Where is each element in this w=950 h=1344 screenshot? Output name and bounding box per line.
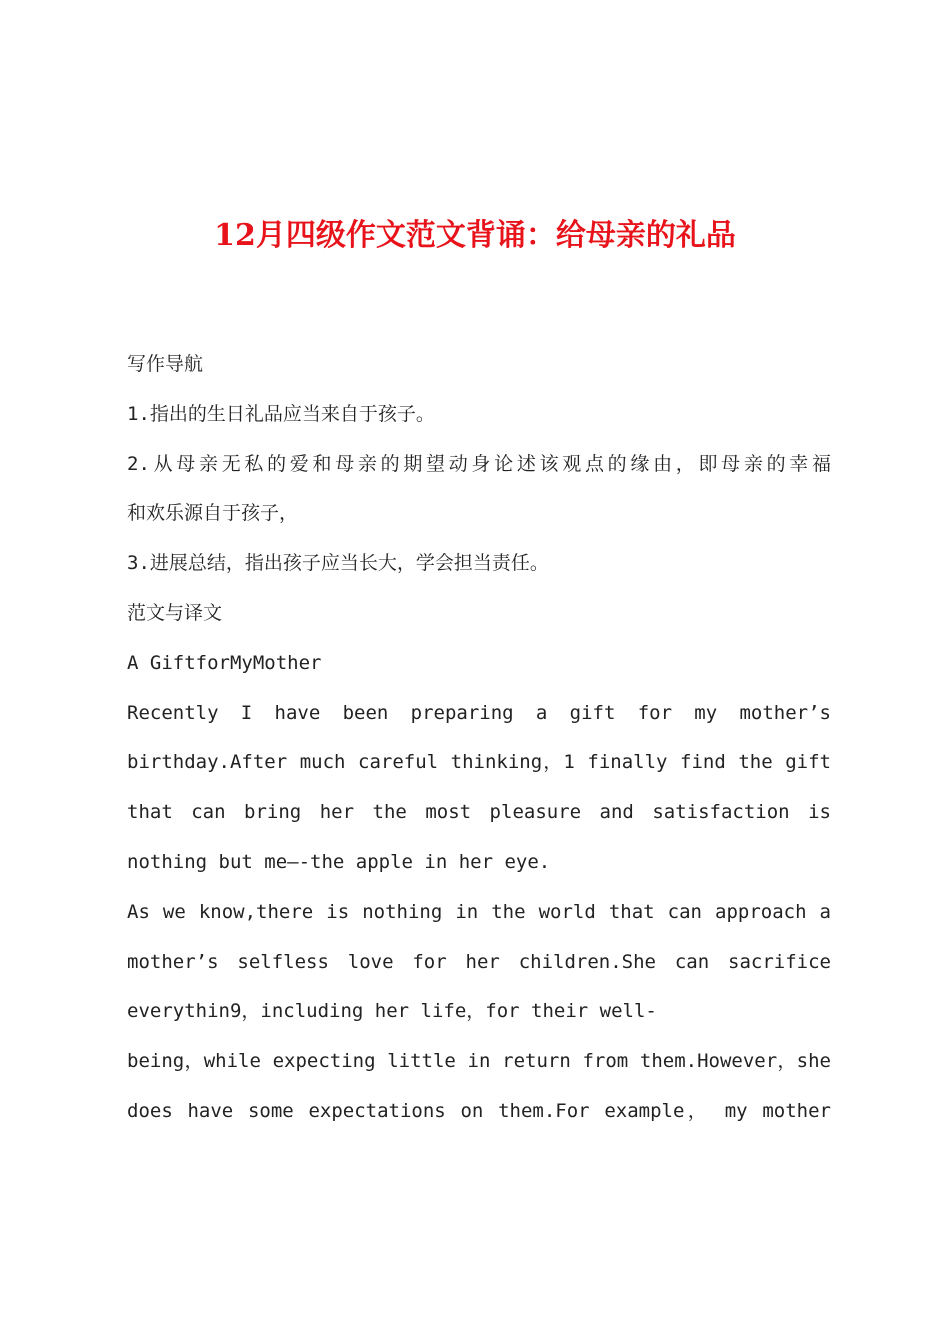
paragraph-line: being，while expecting little in return from them.However，she [127, 1050, 831, 1073]
paragraph-line: does have some expectations on them.For example， my mother [127, 1099, 831, 1122]
essay-title: A GiftforMyMother [127, 651, 322, 674]
guide-point-1: 1.指出的生日礼品应当来自于孩子。 [127, 402, 435, 425]
paragraph-line: that can bring her the most pleasure and satisfaction is [127, 801, 831, 824]
paragraph-line: As we know,there is nothing in the world that can approach a [127, 900, 831, 923]
document-title: 12月四级作文范文背诵：给母亲的礼品 [214, 218, 736, 253]
paragraph-line: birthday.After much careful thinking，1 finally find the gift [127, 751, 831, 774]
guide-point-2-line-1: 2.从母亲无私的爱和母亲的期望动身论述该观点的缘由，即母亲的幸福 [127, 452, 831, 475]
document-body [127, 340, 831, 1137]
guide-point-2-line-2: 和欢乐源自于孩子， [127, 502, 299, 525]
paragraph-line: mother’s selfless love for her children.She can sacrifice [127, 950, 831, 973]
paragraph-line: Recently I have been preparing a gift for my mother’s [127, 701, 831, 724]
section-heading-sample-essay: 范文与译文 [127, 601, 223, 624]
paragraph-line: nothing but me—-the apple in her eye. [127, 850, 551, 873]
guide-point-3: 3.进展总结，指出孩子应当长大，学会担当责任。 [127, 552, 549, 575]
section-heading-writing-guide: 写作导航 [127, 353, 204, 375]
paragraph-line: everythin9，including her life，for their well- [127, 1000, 657, 1023]
